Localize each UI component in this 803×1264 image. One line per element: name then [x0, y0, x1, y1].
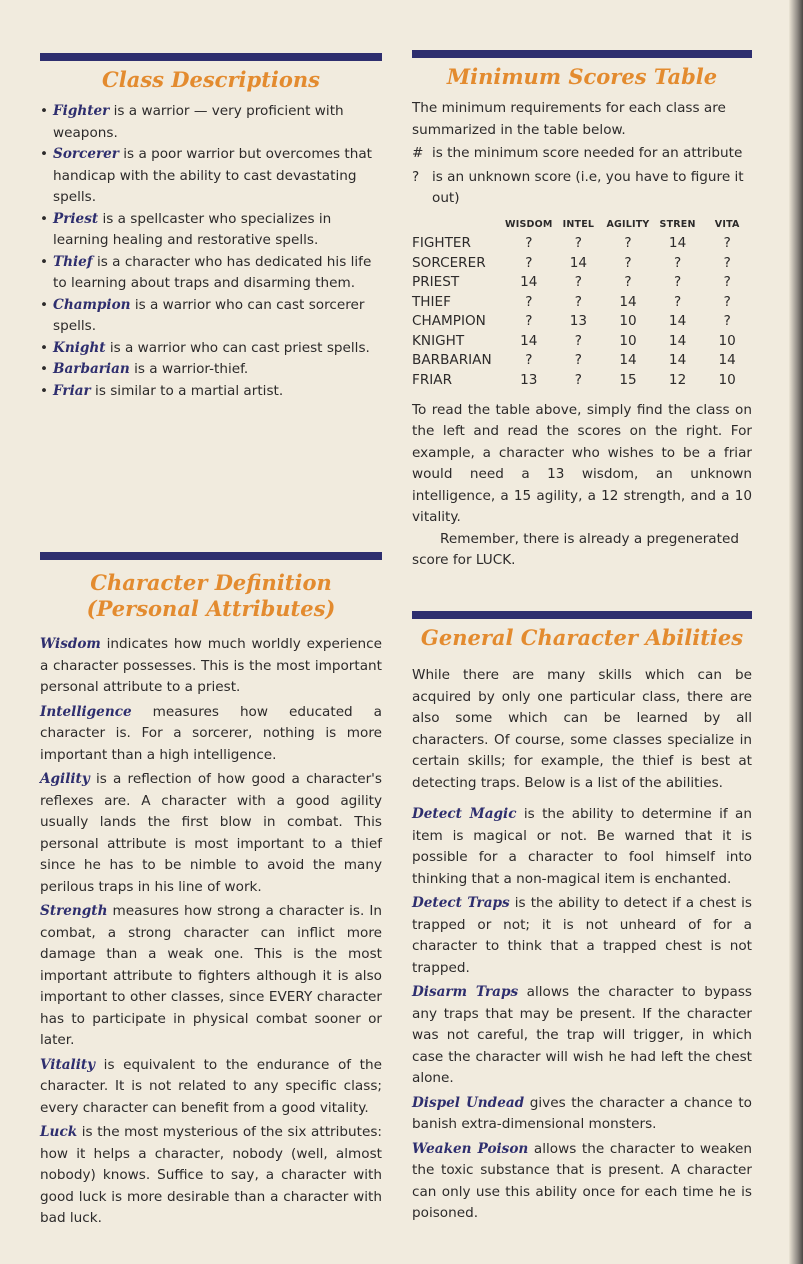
attribute-text: measures how strong a character is. In combat, a strong character can inflict more damage than a weak one. This is the most important attribute to fighters although it is also important to other classes, since EVERY character has to participate in physical combat sooner or later. [40, 903, 382, 1048]
score-cell: 12 [668, 371, 687, 388]
table-explanation: To read the table above, simply find the class on the left and read the scores on the right. For example, a character who wishes to be a friar would need a 13 wisdom, an unknown intelligence, a 15 agility, a 12 strength, and a 10 vitality. [412, 401, 752, 525]
luck-note: Remember, there is already a pregenerated score for LUCK. [412, 530, 739, 568]
score-cell: ? [673, 293, 682, 310]
class-term: Barbarian [53, 361, 130, 377]
attribute-term: Agility [40, 771, 90, 787]
score-cell: 14 [619, 352, 637, 369]
page-edge-shadow [789, 0, 803, 1264]
score-cell: ? [525, 293, 533, 310]
score-cell: ? [673, 254, 682, 271]
ability-text: is the ability to determine if an item is magical or not. Be warned that it is possible for a character to fool himself into thinking that a non-magical item is enchanted. [412, 806, 752, 887]
table-row [412, 312, 752, 332]
legend-text: is the minimum score needed for an attribute [432, 145, 743, 161]
score-cell: ? [574, 235, 582, 252]
class-item [40, 338, 382, 360]
attribute-paragraph [40, 769, 382, 898]
legend-symbol: # [412, 145, 424, 161]
attribute-text: is the most mysterious of the six attributes: how it helps a character, nobody (well, almost nobody) knows. Suffice to say, a character with good luck is more desirable than a character with bad luck. [40, 1124, 382, 1226]
attribute-list [40, 634, 382, 1230]
class-term: Fighter [53, 103, 110, 119]
score-cell: 14 [520, 332, 538, 349]
class-term: Knight [53, 339, 106, 356]
class-item [40, 295, 382, 338]
score-cell: 15 [619, 371, 637, 388]
attribute-text: measures how educated a character is. For a sorcerer, nothing is more important than a high intelligence. [40, 703, 382, 763]
table-body [412, 234, 752, 390]
character-definition-section [40, 552, 382, 1230]
score-cell: ? [574, 352, 582, 369]
section-rule [412, 50, 752, 58]
class-name-cell: KNIGHT [412, 332, 465, 349]
table-row [412, 351, 752, 371]
ability-term: Disarm Traps [412, 984, 519, 1000]
legend-item [412, 143, 752, 165]
score-cell: ? [525, 235, 533, 252]
ability-term: Weaken Poison [412, 1140, 529, 1157]
table-header-cell: VITA [714, 219, 740, 230]
general-abilities-section [412, 611, 752, 1225]
score-cell: ? [723, 254, 731, 271]
score-cell: 14 [718, 352, 736, 369]
class-descriptions-section [40, 53, 382, 402]
table-header-cell: WISDOM [505, 219, 553, 230]
score-cell: 10 [619, 332, 637, 349]
character-definition-title [40, 570, 382, 622]
minimum-scores-table [412, 216, 752, 390]
attribute-text: indicates how much worldly experience a character possesses. This is the most important personal attribute to a priest. [40, 636, 382, 695]
class-name-cell: SORCERER [412, 254, 486, 271]
score-cell: 10 [718, 371, 736, 388]
attribute-paragraph [40, 901, 382, 1052]
score-cell: ? [525, 313, 533, 330]
score-cell: ? [723, 274, 731, 291]
class-item [40, 144, 382, 209]
score-cell: ? [574, 332, 582, 349]
table-row [412, 292, 752, 312]
score-cell: 14 [520, 274, 538, 291]
ability-term: Detect Magic [412, 806, 517, 822]
class-item [40, 209, 382, 252]
ability-paragraph [412, 893, 752, 979]
score-cell: 14 [668, 332, 687, 349]
score-cell: ? [723, 235, 731, 252]
character-definition-title-line2: (Personal Attributes) [86, 596, 336, 621]
score-cell: 14 [668, 235, 687, 252]
section-rule [40, 53, 382, 61]
class-text: is a spellcaster who specializes in learning healing and restorative spells. [53, 210, 332, 248]
class-item [40, 359, 382, 381]
minimum-scores-section [412, 50, 752, 572]
attribute-term: Strength [40, 903, 108, 919]
ability-list [412, 804, 752, 1225]
attribute-text: is equivalent to the endurance of the character. It is not related to any specific class; every character can benefit from a good vitality. [40, 1056, 382, 1116]
score-cell: ? [525, 254, 533, 271]
ability-paragraph [412, 1139, 752, 1225]
legend-item [412, 167, 752, 210]
general-abilities-title: General Character Abilities [420, 625, 744, 650]
table-row [412, 370, 752, 390]
attribute-text: is a reflection of how good a character's reflexes are. A character with a good agility usually lands the first blow in combat. This personal attribute is most important to a thief since he has to be nimble to avoid the many perilous traps in his line of work. [40, 771, 382, 895]
class-name-cell: CHAMPION [412, 313, 486, 330]
class-text: is a character who has dedicated his life to learning about traps and disarming them. [53, 253, 372, 291]
score-cell: ? [673, 274, 682, 291]
class-name-cell: BARBARIAN [412, 352, 492, 369]
score-cell: ? [624, 274, 632, 291]
score-cell: ? [525, 352, 533, 369]
ability-paragraph [412, 1093, 752, 1136]
character-definition-title-line1: Character Definition [90, 570, 332, 595]
general-abilities-intro: While there are many skills which can be acquired by only one particular class, there are also some which can be learned by all characters. Of course, some classes specialize in certain skills; for example, the thief is best at detecting traps. Below is a list of the abilities. [412, 667, 752, 791]
class-term: Thief [53, 253, 93, 270]
attribute-term: Wisdom [40, 636, 101, 652]
class-text: is a warrior-thief. [129, 361, 249, 377]
ability-text: is the ability to detect if a chest is trapped or not; it is not unheard of for a character to think that a trapped chest is not trapped. [412, 895, 752, 976]
class-term: Sorcerer [53, 146, 119, 162]
class-name-cell: PRIEST [412, 274, 460, 291]
score-cell: 13 [520, 371, 538, 388]
score-cell: 14 [569, 254, 588, 271]
score-cell: ? [723, 293, 731, 310]
score-cell: 14 [668, 352, 687, 369]
class-item [40, 252, 382, 295]
score-cell: 14 [619, 293, 637, 310]
attribute-term: Luck [40, 1124, 78, 1140]
table-header-blank [412, 216, 504, 234]
section-rule [40, 552, 382, 560]
legend-text: is an unknown score (i.e, you have to figure it out) [432, 168, 744, 206]
class-name-cell: FRIAR [412, 371, 453, 388]
table-row [412, 273, 752, 293]
score-cell: ? [624, 235, 632, 252]
class-name-cell: THIEF [412, 293, 451, 310]
class-term: Champion [53, 296, 131, 313]
attribute-paragraph [40, 634, 382, 699]
class-text: is similar to a martial artist. [90, 382, 284, 399]
table-row [412, 234, 752, 254]
ability-text: gives the character a chance to banish extra-dimensional monsters. [412, 1094, 752, 1132]
class-item [40, 101, 382, 144]
score-cell: ? [624, 254, 632, 271]
attribute-paragraph [40, 1122, 382, 1230]
score-cell: ? [574, 293, 582, 310]
class-text: is a warrior who can cast priest spells. [105, 339, 370, 356]
attribute-paragraph [40, 1055, 382, 1120]
table-header-cell: AGILITY [606, 219, 650, 230]
class-name-cell: FIGHTER [412, 235, 471, 252]
ability-term: Dispel Undead [412, 1094, 525, 1111]
class-text: is a poor warrior but overcomes that handicap with the ability to cast devastating spells. [53, 146, 372, 205]
class-item [40, 381, 382, 403]
table-row [412, 253, 752, 273]
minimum-scores-title: Minimum Scores Table [446, 64, 718, 89]
score-cell: ? [723, 313, 731, 330]
score-cell: 14 [668, 313, 687, 330]
class-term: Friar [53, 382, 91, 399]
attribute-term: Intelligence [40, 703, 132, 720]
score-cell: 13 [569, 313, 588, 330]
legend [412, 143, 752, 210]
table-header-cell: INTEL [562, 219, 595, 230]
ability-paragraph [412, 982, 752, 1090]
score-cell: 10 [718, 332, 736, 349]
ability-term: Detect Traps [412, 895, 510, 911]
class-text: is a warrior who can cast sorcerer spells. [53, 296, 365, 334]
legend-symbol: ? [412, 168, 420, 185]
table-header-cell: STREN [659, 219, 696, 230]
class-descriptions-title: Class Descriptions [102, 67, 320, 92]
score-cell: ? [574, 371, 582, 388]
ability-paragraph [412, 804, 752, 890]
minimum-scores-intro: The minimum requirements for each class are summarized in the table below. [412, 100, 726, 138]
section-rule [412, 611, 752, 619]
class-text: is a warrior — very proficient with weapons. [53, 103, 344, 141]
score-cell: 10 [619, 313, 637, 330]
class-term: Priest [53, 210, 99, 227]
table-header-row [412, 216, 752, 234]
table-row [412, 331, 752, 351]
attribute-paragraph [40, 702, 382, 767]
ability-text: allows the character to weaken the toxic substance that is present. A character can only use this ability once for each time he is poisoned. [412, 1140, 753, 1221]
class-list [40, 101, 382, 402]
ability-text: allows the character to bypass any traps that may be present. If the character was not careful, the trap will trigger, in which case the character will wish he had left the chest alone. [412, 984, 752, 1086]
score-cell: ? [574, 274, 582, 291]
attribute-term: Vitality [40, 1056, 96, 1073]
